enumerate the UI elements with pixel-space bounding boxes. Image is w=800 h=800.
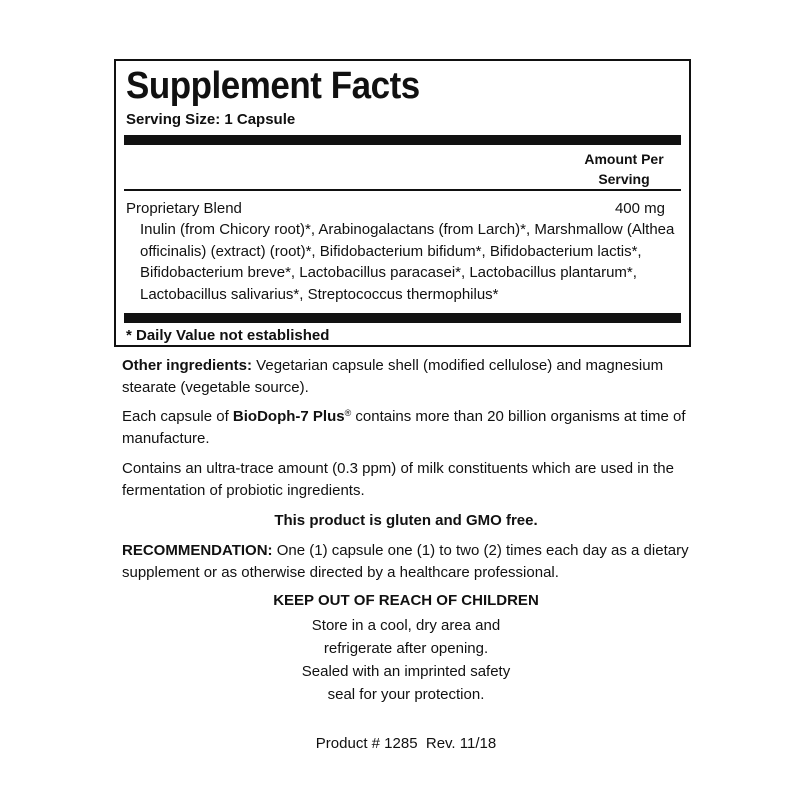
- supplement-facts-panel: [114, 59, 691, 347]
- each-capsule-prefix: Each capsule of: [122, 408, 233, 425]
- storage-line: seal for your protection.: [327, 686, 485, 703]
- divider-thick-top: [124, 135, 681, 145]
- amount-per-serving-header: [569, 149, 679, 189]
- storage-line: Store in a cool, dry area and: [311, 617, 501, 634]
- product-name: BioDoph-7 Plus: [232, 408, 345, 425]
- trace-statement: Contains an ultra-trace amount (0.3 ppm) of milk constituents which are used in the fermentation of probiotic ingredients.: [122, 460, 674, 499]
- other-ingredients-text: Vegetarian capsule shell (modified cellulose) and magnesium stearate (vegetable source).: [122, 357, 664, 396]
- gluten-statement: This product is gluten and GMO free.: [274, 512, 538, 529]
- recommendation-text: One (1) capsule one (1) to two (2) times each day as a dietary supplement or as otherwise directed by a healthcare professional.: [122, 542, 689, 581]
- amount-header-line1: Amount Per: [584, 151, 664, 167]
- serving-size: Serving Size: 1 Capsule: [126, 111, 296, 128]
- product-number: Product # 1285 Rev. 11/18: [315, 735, 497, 752]
- recommendation-label: RECOMMENDATION:: [122, 542, 273, 559]
- organism-count-statement: [122, 406, 690, 449]
- other-ingredients: [122, 355, 690, 398]
- registered-mark: ®: [344, 408, 352, 418]
- other-ingredients-label: Other ingredients:: [122, 357, 253, 374]
- divider-thick-bottom: [124, 313, 681, 323]
- each-capsule-suffix: contains more than 20 billion organisms at time of manufacture.: [122, 408, 686, 447]
- blend-ingredients: Inulin (from Chicory root)*, Arabinogalactans (from Larch)*, Marshmallow (Althea officinalis) (extract) (root)*, Bifidobacterium bifidum*, Bifidobacterium lactis*, Bifidobacterium breve*, Lactobacillus paracasei*, Lactobacillus plantarum*, Lactobacillus salivarius*, Streptococcus thermophilus*: [140, 221, 675, 303]
- blend-amount: 400 mg: [614, 200, 665, 217]
- storage-instructions: [122, 614, 690, 706]
- storage-line: Sealed with an imprinted safety: [301, 663, 511, 680]
- storage-line: refrigerate after opening.: [323, 640, 489, 657]
- recommendation: [122, 540, 690, 583]
- amount-header-line2: Serving: [598, 171, 650, 187]
- divider-thin: [124, 189, 681, 191]
- blend-name: Proprietary Blend: [126, 200, 242, 217]
- facts-title: Supplement Facts: [126, 65, 420, 107]
- child-warning: KEEP OUT OF REACH OF CHILDREN: [273, 592, 539, 609]
- daily-value-note: * Daily Value not established: [126, 327, 330, 344]
